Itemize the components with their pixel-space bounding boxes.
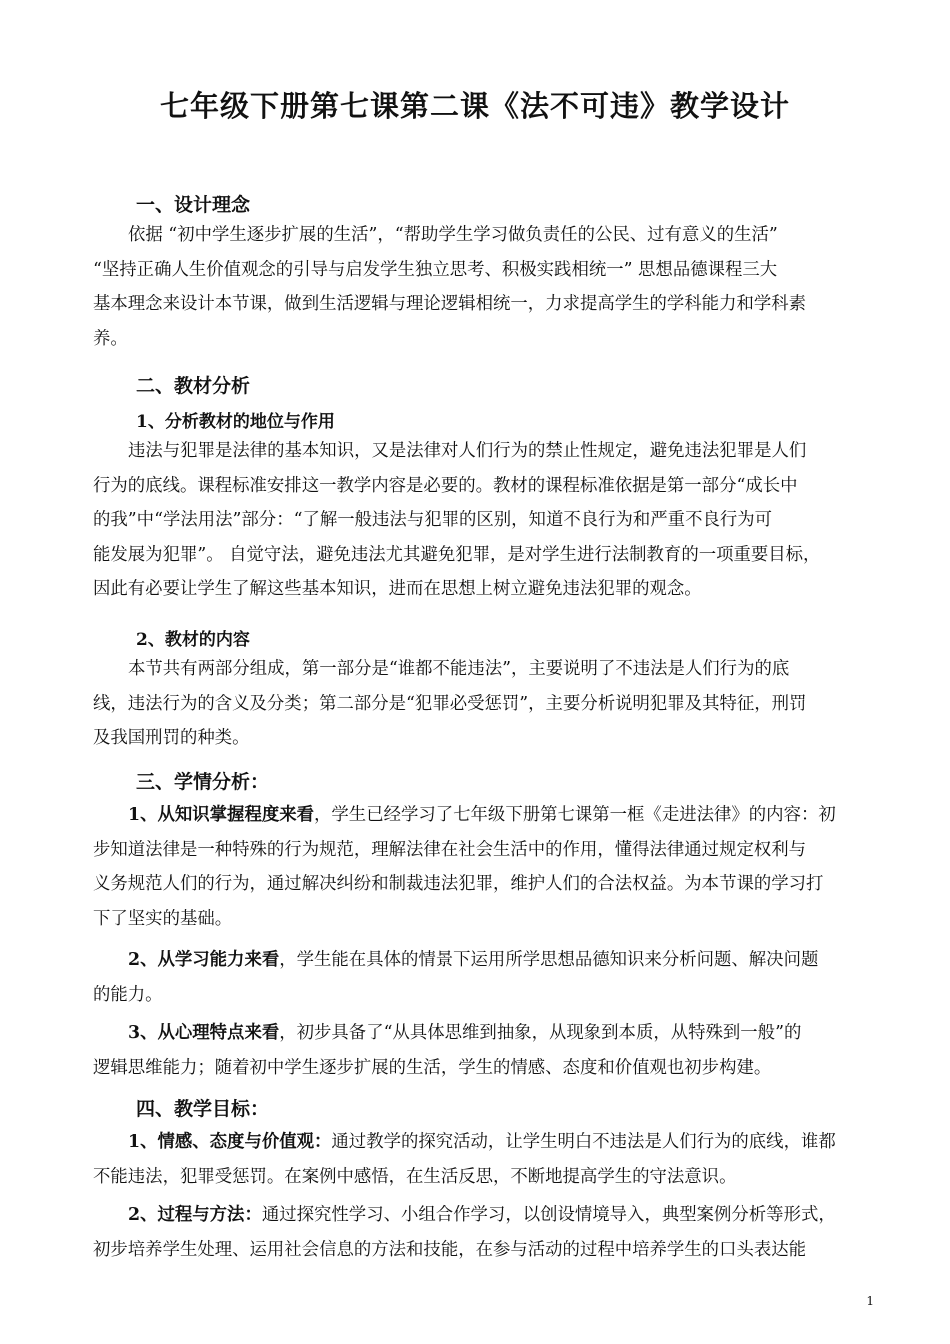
section-heading-teaching-objectives: 四、教学目标： (136, 1098, 270, 1120)
text-line: 本节共有两部分组成，第一部分是“谁都不能违法”，主要说明了不违法是人们行为的底 (128, 659, 790, 679)
lead-phrase: 1、从知识掌握程度来看 (128, 805, 315, 825)
text-line: 初步培养学生处理、运用社会信息的方法和技能，在参与活动的过程中培养学生的口头表达能 (93, 1239, 807, 1260)
text-line: 线，违法行为的含义及分类；第二部分是“犯罪必受惩罚”，主要分析说明犯罪及其特征，刑罚 (93, 693, 807, 714)
document-title: 七年级下册第七课第二课《法不可违》教学设计 (159, 89, 790, 123)
text-line (93, 1198, 883, 1233)
text-line (93, 943, 883, 978)
text-run: ，初步具备了“从具体思维到抽象，从现象到本质，从特殊到一般”的 (279, 1023, 802, 1043)
text-line: “坚持正确人生价值观念的引导与启发学生独立思考、积极实践相统一” 思想品德课程三大 (93, 259, 778, 280)
text-line: 基本理念来设计本节课，做到生活逻辑与理论逻辑相统一，力求提高学生的学科能力和学科素 (93, 294, 807, 314)
text-line: 逻辑思维能力；随着初中学生逐步扩展的生活，学生的情感、态度和价值观也初步构建。 (93, 1057, 772, 1078)
paragraph-design-concept (93, 218, 883, 356)
text-run: ，学生已经学习了七年级下册第七课第一框《走进法律》的内容：初 (314, 805, 836, 825)
section-heading-textbook-analysis: 二、教材分析 (136, 375, 251, 397)
paragraph-emotional-objective (93, 1125, 883, 1194)
text-line: 的我”中“学法用法”部分：“了解一般违法与犯罪的区别，知道不良行为和严重不良行为可 (93, 510, 773, 530)
text-line: 因此有必要让学生了解这些基本知识，进而在思想上树立避免违法犯罪的观念。 (93, 579, 702, 599)
text-run: ，学生能在具体的情景下运用所学思想品德知识来分析问题、解决问题 (279, 950, 819, 970)
lead-phrase: 1、情感、态度与价值观： (128, 1132, 332, 1152)
section-heading-design-concept: 一、设计理念 (136, 194, 251, 216)
lead-phrase: 2、从学习能力来看 (128, 950, 280, 970)
text-line: 及我国刑罚的种类。 (93, 728, 250, 748)
lead-phrase: 3、从心理特点来看 (128, 1023, 280, 1043)
text-line (93, 1016, 883, 1051)
paragraph-process-method (93, 1198, 883, 1267)
text-line: 依据 “初中学生逐步扩展的生活”，“帮助学生学习做负责任的公民、过有意义的生活” (128, 225, 778, 245)
text-line: 下了坚实的基础。 (93, 908, 233, 929)
subheading-status-role: 1、分析教材的地位与作用 (136, 412, 335, 432)
page-number: 1 (866, 1294, 874, 1308)
paragraph-textbook-content (93, 652, 883, 756)
text-line: 义务规范人们的行为，通过解决纠纷和制裁违法犯罪，维护人们的合法权益。为本节课的学习打 (93, 874, 824, 894)
text-run: 通过探究性学习、小组合作学习，以创设情境导入，典型案例分析等形式， (261, 1205, 836, 1225)
text-line: 的能力。 (93, 984, 163, 1005)
lead-phrase: 2、过程与方法： (128, 1205, 262, 1225)
subheading-textbook-content: 2、教材的内容 (136, 630, 250, 650)
paragraph-psychological-traits (93, 1016, 883, 1085)
text-line: 养。 (93, 328, 128, 349)
paragraph-status-role (93, 434, 883, 607)
text-line (93, 1125, 883, 1160)
text-line: 行为的底线。课程标准安排这一教学内容是必要的。教材的课程标准依据是第一部分“成长中 (93, 475, 798, 496)
text-line: 步知道法律是一种特殊的行为规范，理解法律在社会生活中的作用，懂得法律通过规定权利与 (93, 839, 807, 860)
text-run: 通过教学的探究活动，让学生明白不违法是人们行为的底线，谁都 (331, 1132, 836, 1152)
paragraph-knowledge-level (93, 798, 883, 936)
text-line (93, 798, 883, 833)
paragraph-learning-ability (93, 943, 883, 1012)
text-line: 违法与犯罪是法律的基本知识，又是法律对人们行为的禁止性规定，避免违法犯罪是人们 (128, 441, 807, 461)
section-heading-learner-analysis: 三、学情分析： (136, 771, 270, 793)
text-line: 不能违法，犯罪受惩罚。在案例中感悟，在生活反思，不断地提高学生的守法意识。 (93, 1166, 737, 1187)
text-line: 能发展为犯罪”。 自觉守法，避免违法尤其避免犯罪，是对学生进行法制教育的一项重要目标， (93, 544, 821, 565)
